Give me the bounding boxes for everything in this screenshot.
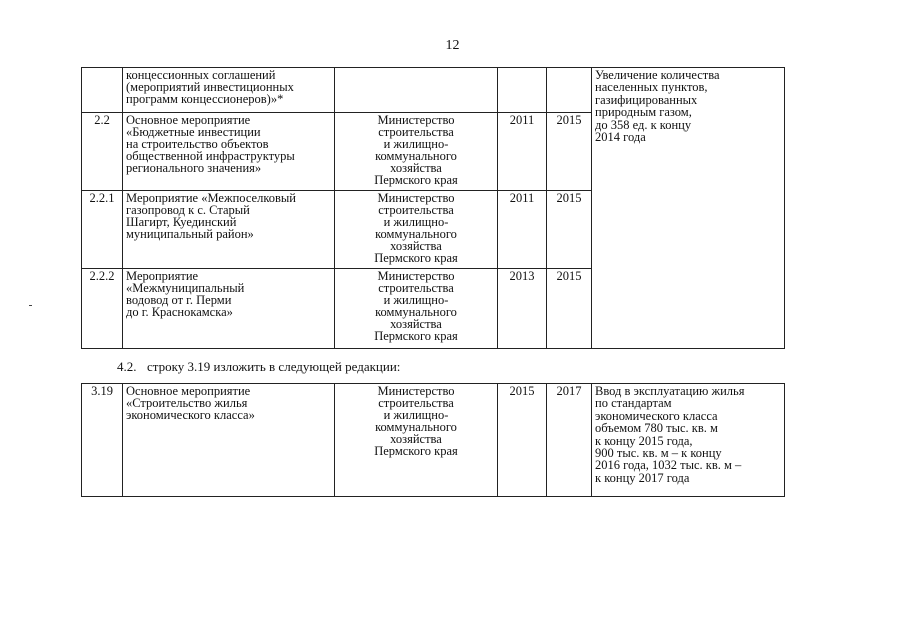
row-number: 2.2.2 <box>82 269 123 349</box>
row-organization: Министерство строительства и жилищно- коммунального хозяйства Пермского края <box>335 113 498 191</box>
row-name: Основное мероприятие «Строительство жилья экономического класса» <box>123 384 335 497</box>
row-start-year: 2011 <box>498 191 547 269</box>
row-number: 2.2.1 <box>82 191 123 269</box>
row-name: Мероприятие «Межпоселковый газопровод к с. Старый Шагирт, Куединский муниципальный район» <box>123 191 335 269</box>
row-organization <box>335 68 498 113</box>
program-table-continued <box>81 67 785 349</box>
row-start-year <box>498 68 547 113</box>
row-number: 3.19 <box>82 384 123 497</box>
instruction-text: строку 3.19 изложить в следующей редакции: <box>147 359 401 374</box>
program-table-new-row <box>81 383 785 497</box>
page-number: 12 <box>445 38 460 53</box>
amendment-instruction <box>117 359 400 375</box>
row-organization: Министерство строительства и жилищно- коммунального хозяйства Пермского края <box>335 191 498 269</box>
row-start-year: 2011 <box>498 113 547 191</box>
row-end-year: 2015 <box>547 269 592 349</box>
row-name: Основное мероприятие «Бюджетные инвестиции на строительство объектов общественной инфраструктуры регионального значения» <box>123 113 335 191</box>
table-row <box>82 384 785 497</box>
margin-mark <box>29 305 32 306</box>
row-organization: Министерство строительства и жилищно- коммунального хозяйства Пермского края <box>335 384 498 497</box>
row-organization: Министерство строительства и жилищно- коммунального хозяйства Пермского края <box>335 269 498 349</box>
row-end-year: 2015 <box>547 191 592 269</box>
row-end-year: 2015 <box>547 113 592 191</box>
row-number <box>82 68 123 113</box>
expected-result: Ввод в эксплуатацию жилья по стандартам экономического класса объемом 780 тыс. кв. м к концу 2015 года, 900 тыс. кв. м – к концу 2016 года, 1032 тыс. кв. м – к концу 2017 года <box>592 384 785 497</box>
row-name: Мероприятие «Межмуниципальный водовод от г. Перми до г. Краснокамска» <box>123 269 335 349</box>
instruction-number: 4.2. <box>117 359 137 374</box>
row-end-year: 2017 <box>547 384 592 497</box>
row-name: концессионных соглашений (мероприятий инвестиционных программ концессионеров)»* <box>123 68 335 113</box>
expected-result: Увеличение количества населенных пунктов, газифицированных природным газом, до 358 ед. к концу 2014 года <box>592 68 785 349</box>
row-number: 2.2 <box>82 113 123 191</box>
row-end-year <box>547 68 592 113</box>
table-row <box>82 68 785 113</box>
row-start-year: 2013 <box>498 269 547 349</box>
row-start-year: 2015 <box>498 384 547 497</box>
